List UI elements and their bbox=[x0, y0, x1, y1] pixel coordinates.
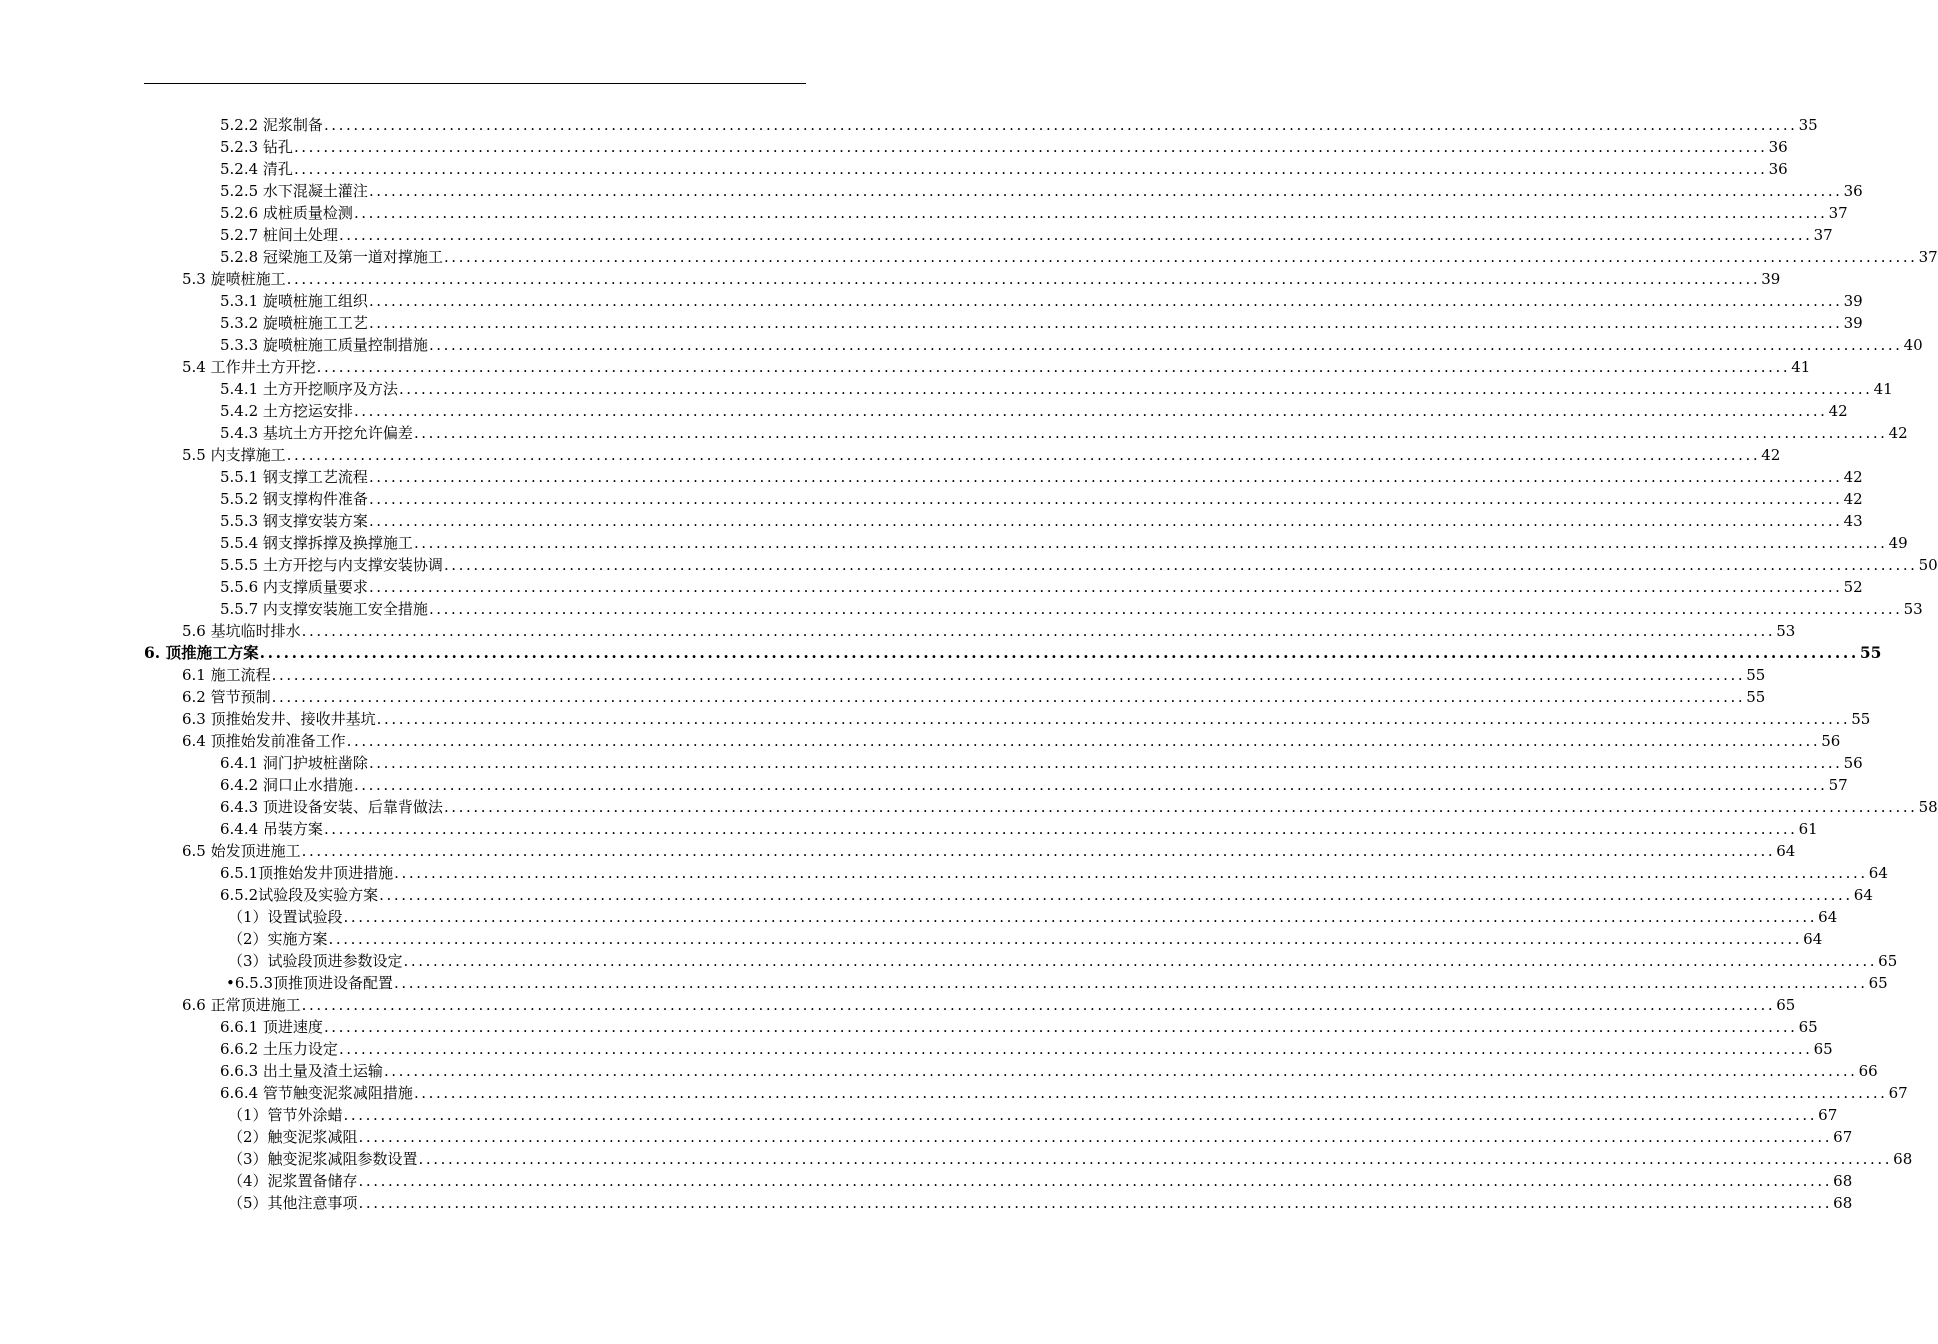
toc-entry-title: 6.4.3 顶进设备安装、后靠背做法 bbox=[220, 798, 443, 816]
toc-entry[interactable] bbox=[220, 1082, 1908, 1104]
toc-entry-page: 56 bbox=[1821, 732, 1841, 750]
toc-leader-dots: ........................................................................................................................................................................................................ bbox=[358, 1194, 1833, 1212]
toc-leader-dots: ........................................................................................................................................................................................................ bbox=[271, 666, 1746, 684]
toc-leader-dots: ........................................................................................................................................................................................................ bbox=[394, 864, 1868, 882]
toc-leader-dots: ........................................................................................................................................................................................................ bbox=[403, 952, 1878, 970]
toc-entry-page: 55 bbox=[1851, 710, 1871, 728]
toc-entry[interactable] bbox=[182, 730, 1841, 752]
toc-entry[interactable] bbox=[220, 246, 1938, 268]
toc-entry-title: 6.2 管节预制 bbox=[182, 688, 271, 706]
toc-entry[interactable] bbox=[182, 840, 1796, 862]
toc-entry-page: 65 bbox=[1776, 996, 1796, 1014]
toc-entry-title: 5.2.6 成桩质量检测 bbox=[220, 204, 353, 222]
toc-entry-title: 5.5 内支撑施工 bbox=[182, 446, 286, 464]
toc-entry[interactable] bbox=[220, 752, 1863, 774]
toc-entry-page: 65 bbox=[1868, 974, 1888, 992]
toc-leader-dots: ........................................................................................................................................................................................................ bbox=[413, 424, 1888, 442]
toc-entry-title: 5.5.4 钢支撑拆撑及换撑施工 bbox=[220, 534, 413, 552]
toc-entry[interactable] bbox=[228, 1104, 1838, 1126]
toc-entry-page: 49 bbox=[1888, 534, 1908, 552]
toc-entry-title: 6. 顶推施工方案 bbox=[144, 643, 259, 662]
toc-entry[interactable] bbox=[220, 378, 1893, 400]
toc-entry-page: 52 bbox=[1843, 578, 1863, 596]
toc-entry-title: 5.3.1 旋喷桩施工组织 bbox=[220, 292, 368, 310]
toc-leader-dots: ........................................................................................................................................................................................................ bbox=[368, 512, 1843, 530]
toc-entry[interactable] bbox=[228, 928, 1823, 950]
toc-entry-title: 6.5 始发顶进施工 bbox=[182, 842, 301, 860]
toc-entry-page: 66 bbox=[1858, 1062, 1878, 1080]
toc-entry[interactable] bbox=[228, 1148, 1913, 1170]
toc-leader-dots: ........................................................................................................................................................................................................ bbox=[368, 490, 1843, 508]
toc-entry[interactable] bbox=[220, 422, 1908, 444]
toc-entry-page: 37 bbox=[1813, 226, 1833, 244]
toc-leader-dots: ........................................................................................................................................................................................................ bbox=[443, 556, 1918, 574]
toc-entry-page: 55 bbox=[1859, 643, 1882, 662]
toc-entry-title: 6.5.1顶推始发井顶进措施 bbox=[220, 864, 394, 882]
toc-entry-page: 65 bbox=[1813, 1040, 1833, 1058]
toc-entry-page: 35 bbox=[1798, 116, 1818, 134]
toc-entry-page: 40 bbox=[1903, 336, 1923, 354]
toc-leader-dots: ........................................................................................................................................................................................................ bbox=[323, 116, 1798, 134]
toc-entry-title: 6.3 顶推始发井、接收井基坑 bbox=[182, 710, 376, 728]
toc-leader-dots: ........................................................................................................................................................................................................ bbox=[368, 292, 1843, 310]
toc-entry[interactable] bbox=[220, 862, 1888, 884]
toc-entry[interactable] bbox=[228, 950, 1898, 972]
toc-entry-page: 55 bbox=[1746, 688, 1766, 706]
toc-entry-title: 6.6.1 顶进速度 bbox=[220, 1018, 323, 1036]
toc-leader-dots: ........................................................................................................................................................................................................ bbox=[293, 138, 1768, 156]
toc-leader-dots: ........................................................................................................................................................................................................ bbox=[428, 336, 1903, 354]
toc-leader-dots: ........................................................................................................................................................................................................ bbox=[353, 204, 1828, 222]
toc-leader-dots: ........................................................................................................................................................................................................ bbox=[379, 886, 1853, 904]
toc-entry-title: （1）管节外涂蜡 bbox=[228, 1106, 343, 1124]
toc-entry[interactable] bbox=[220, 290, 1863, 312]
toc-entry-title: 5.6 基坑临时排水 bbox=[182, 622, 301, 640]
toc-entry-page: 36 bbox=[1843, 182, 1863, 200]
toc-leader-dots: ........................................................................................................................................................................................................ bbox=[368, 578, 1843, 596]
toc-entry[interactable] bbox=[220, 488, 1863, 510]
toc-entry[interactable] bbox=[226, 972, 1888, 994]
toc-entry-title: （2）触变泥浆减阻 bbox=[228, 1128, 358, 1146]
toc-entry-title: 6.1 施工流程 bbox=[182, 666, 271, 684]
toc-entry-title: （1）设置试验段 bbox=[228, 908, 343, 926]
toc-entry-title: 6.6 正常顶进施工 bbox=[182, 996, 301, 1014]
toc-leader-dots: ........................................................................................................................................................................................................ bbox=[383, 1062, 1858, 1080]
toc-entry-title: （4）泥浆置备储存 bbox=[228, 1172, 358, 1190]
toc-leader-dots: ........................................................................................................................................................................................................ bbox=[368, 468, 1843, 486]
toc-entry-page: 39 bbox=[1843, 292, 1863, 310]
toc-leader-dots: ........................................................................................................................................................................................................ bbox=[443, 248, 1918, 266]
toc-leader-dots: ........................................................................................................................................................................................................ bbox=[368, 754, 1843, 772]
toc-entry-title: 6.4.1 洞门护坡桩凿除 bbox=[220, 754, 368, 772]
toc-entry-page: 65 bbox=[1878, 952, 1898, 970]
toc-leader-dots: ........................................................................................................................................................................................................ bbox=[443, 798, 1918, 816]
toc-entry-title: （3）触变泥浆减阻参数设置 bbox=[228, 1150, 418, 1168]
toc-leader-dots: ........................................................................................................................................................................................................ bbox=[286, 446, 1761, 464]
toc-entry-page: 42 bbox=[1828, 402, 1848, 420]
toc-entry[interactable] bbox=[228, 1192, 1853, 1214]
toc-leader-dots: ........................................................................................................................................................................................................ bbox=[413, 534, 1888, 552]
toc-entry[interactable] bbox=[220, 312, 1863, 334]
toc-entry[interactable] bbox=[220, 334, 1923, 356]
toc-entry-title: 5.4.2 土方挖运安排 bbox=[220, 402, 353, 420]
toc-leader-dots: ........................................................................................................................................................................................................ bbox=[259, 643, 1859, 662]
toc-entry[interactable] bbox=[220, 466, 1863, 488]
toc-entry[interactable] bbox=[228, 1170, 1853, 1192]
toc-entry-title: 6.5.2试验段及实验方案 bbox=[220, 886, 379, 904]
toc-entry-page: 39 bbox=[1761, 270, 1781, 288]
toc-leader-dots: ........................................................................................................................................................................................................ bbox=[301, 842, 1776, 860]
toc-leader-dots: ........................................................................................................................................................................................................ bbox=[346, 732, 1821, 750]
toc-entry-title: 5.5.1 钢支撑工艺流程 bbox=[220, 468, 368, 486]
toc-entry[interactable] bbox=[220, 532, 1908, 554]
toc-entry-page: 68 bbox=[1893, 1150, 1913, 1168]
toc-entry[interactable] bbox=[220, 576, 1863, 598]
toc-leader-dots: ........................................................................................................................................................................................................ bbox=[271, 688, 1746, 706]
toc-entry[interactable] bbox=[182, 444, 1781, 466]
toc-entry[interactable] bbox=[220, 202, 1848, 224]
toc-entry-title: 6.4.2 洞口止水措施 bbox=[220, 776, 353, 794]
toc-entry-title: 5.4 工作井土方开挖 bbox=[182, 358, 316, 376]
toc-entry-title: 5.4.3 基坑土方开挖允许偏差 bbox=[220, 424, 413, 442]
toc-leader-dots: ........................................................................................................................................................................................................ bbox=[358, 1128, 1833, 1146]
toc-entry[interactable] bbox=[144, 642, 1882, 664]
toc-entry[interactable] bbox=[220, 510, 1863, 532]
toc-leader-dots: ........................................................................................................................................................................................................ bbox=[293, 160, 1768, 178]
toc-entry[interactable] bbox=[182, 686, 1766, 708]
toc-entry-page: 39 bbox=[1843, 314, 1863, 332]
toc-leader-dots: ........................................................................................................................................................................................................ bbox=[368, 182, 1843, 200]
toc-entry-title: 5.2.7 桩间土处理 bbox=[220, 226, 338, 244]
toc-leader-dots: ........................................................................................................................................................................................................ bbox=[428, 600, 1903, 618]
toc-entry[interactable] bbox=[220, 1016, 1818, 1038]
toc-leader-dots: ........................................................................................................................................................................................................ bbox=[413, 1084, 1888, 1102]
toc-entry-page: 67 bbox=[1833, 1128, 1853, 1146]
toc-leader-dots: ........................................................................................................................................................................................................ bbox=[286, 270, 1761, 288]
toc-entry-page: 58 bbox=[1918, 798, 1938, 816]
toc-entry-title: 5.5.5 土方开挖与内支撑安装协调 bbox=[220, 556, 443, 574]
toc-leader-dots: ........................................................................................................................................................................................................ bbox=[301, 996, 1776, 1014]
toc-entry-title: 5.4.1 土方开挖顺序及方法 bbox=[220, 380, 398, 398]
toc-entry-page: 56 bbox=[1843, 754, 1863, 772]
toc-entry[interactable] bbox=[220, 774, 1848, 796]
toc-entry-title: 6.6.4 管节触变泥浆减阻措施 bbox=[220, 1084, 413, 1102]
toc-entry-title: 6.4.4 吊装方案 bbox=[220, 820, 323, 838]
toc-leader-dots: ........................................................................................................................................................................................................ bbox=[343, 908, 1818, 926]
toc-entry-page: 64 bbox=[1868, 864, 1888, 882]
toc-entry-page: 55 bbox=[1746, 666, 1766, 684]
toc-leader-dots: ........................................................................................................................................................................................................ bbox=[301, 622, 1776, 640]
toc-entry-page: 65 bbox=[1798, 1018, 1818, 1036]
toc-entry[interactable] bbox=[182, 356, 1811, 378]
toc-entry[interactable] bbox=[228, 1126, 1853, 1148]
toc-entry-title: （3）试验段顶进参数设定 bbox=[228, 952, 403, 970]
toc-entry[interactable] bbox=[220, 136, 1788, 158]
toc-entry-page: 36 bbox=[1768, 160, 1788, 178]
toc-entry-title: 5.2.5 水下混凝土灌注 bbox=[220, 182, 368, 200]
toc-entry-page: 42 bbox=[1761, 446, 1781, 464]
toc-entry-page: 67 bbox=[1818, 1106, 1838, 1124]
toc-entry[interactable] bbox=[182, 620, 1796, 642]
toc-leader-dots: ........................................................................................................................................................................................................ bbox=[328, 930, 1803, 948]
toc-entry-page: 41 bbox=[1873, 380, 1893, 398]
toc-entry-page: 64 bbox=[1818, 908, 1838, 926]
toc-entry-page: 42 bbox=[1843, 468, 1863, 486]
toc-entry-title: 5.3.3 旋喷桩施工质量控制措施 bbox=[220, 336, 428, 354]
toc-entry-title: 5.3 旋喷桩施工 bbox=[182, 270, 286, 288]
toc-entry-page: 37 bbox=[1828, 204, 1848, 222]
toc-entry-title: （5）其他注意事项 bbox=[228, 1194, 358, 1212]
toc-leader-dots: ........................................................................................................................................................................................................ bbox=[323, 1018, 1798, 1036]
toc-entry-page: 67 bbox=[1888, 1084, 1908, 1102]
toc-entry-page: 53 bbox=[1776, 622, 1796, 640]
toc-entry-title: 5.5.6 内支撑质量要求 bbox=[220, 578, 368, 596]
toc-entry-title: 6.6.2 土压力设定 bbox=[220, 1040, 338, 1058]
toc-entry-page: 36 bbox=[1768, 138, 1788, 156]
toc-entry-page: 64 bbox=[1776, 842, 1796, 860]
toc-entry-title: 6.4 顶推始发前准备工作 bbox=[182, 732, 346, 750]
toc-entry[interactable] bbox=[182, 268, 1781, 290]
toc-entry-page: 37 bbox=[1918, 248, 1938, 266]
toc-entry[interactable] bbox=[182, 994, 1796, 1016]
toc-entry-page: 53 bbox=[1903, 600, 1923, 618]
toc-entry-page: 64 bbox=[1803, 930, 1823, 948]
toc-entry-page: 57 bbox=[1828, 776, 1848, 794]
toc-entry-title: 5.2.4 清孔 bbox=[220, 160, 293, 178]
toc-entry[interactable] bbox=[182, 664, 1766, 686]
toc-entry-title: 5.2.2 泥浆制备 bbox=[220, 116, 323, 134]
toc-leader-dots: ........................................................................................................................................................................................................ bbox=[418, 1150, 1893, 1168]
toc-entry[interactable] bbox=[220, 180, 1863, 202]
toc-entry[interactable] bbox=[220, 884, 1873, 906]
toc-entry-page: 64 bbox=[1853, 886, 1873, 904]
toc-entry-title: 5.5.3 钢支撑安装方案 bbox=[220, 512, 368, 530]
toc-leader-dots: ........................................................................................................................................................................................................ bbox=[368, 314, 1843, 332]
header-rule bbox=[144, 83, 806, 84]
toc-leader-dots: ........................................................................................................................................................................................................ bbox=[338, 1040, 1813, 1058]
toc-leader-dots: ........................................................................................................................................................................................................ bbox=[338, 226, 1813, 244]
toc-entry[interactable] bbox=[220, 554, 1938, 576]
toc-leader-dots: ........................................................................................................................................................................................................ bbox=[343, 1106, 1818, 1124]
toc-entry-page: 43 bbox=[1843, 512, 1863, 530]
toc-entry[interactable] bbox=[228, 906, 1838, 928]
toc-leader-dots: ........................................................................................................................................................................................................ bbox=[353, 402, 1828, 420]
toc-entry[interactable] bbox=[220, 1060, 1878, 1082]
toc-entry-page: 41 bbox=[1791, 358, 1811, 376]
toc-leader-dots: ........................................................................................................................................................................................................ bbox=[316, 358, 1791, 376]
toc-entry-page: 61 bbox=[1798, 820, 1818, 838]
toc-entry-title: 5.2.8 冠梁施工及第一道对撑施工 bbox=[220, 248, 443, 266]
toc-entry-title: 6.6.3 出土量及渣土运输 bbox=[220, 1062, 383, 1080]
toc-leader-dots: ........................................................................................................................................................................................................ bbox=[398, 380, 1873, 398]
toc-entry-page: 42 bbox=[1843, 490, 1863, 508]
toc-entry-title: （2）实施方案 bbox=[228, 930, 328, 948]
toc-entry-page: 68 bbox=[1833, 1194, 1853, 1212]
toc-entry-page: 42 bbox=[1888, 424, 1908, 442]
toc-entry[interactable] bbox=[220, 598, 1923, 620]
toc-entry-page: 50 bbox=[1918, 556, 1938, 574]
toc-entry-title: 5.5.2 钢支撑构件准备 bbox=[220, 490, 368, 508]
toc-entry-title: •6.5.3顶推顶进设备配置 bbox=[226, 974, 394, 992]
toc-entry-title: 5.2.3 钻孔 bbox=[220, 138, 293, 156]
toc-leader-dots: ........................................................................................................................................................................................................ bbox=[323, 820, 1798, 838]
toc-leader-dots: ........................................................................................................................................................................................................ bbox=[353, 776, 1828, 794]
toc-entry[interactable] bbox=[220, 400, 1848, 422]
toc-entry[interactable] bbox=[182, 708, 1871, 730]
toc-entry-title: 5.3.2 旋喷桩施工工艺 bbox=[220, 314, 368, 332]
toc-leader-dots: ........................................................................................................................................................................................................ bbox=[358, 1172, 1833, 1190]
toc-entry[interactable] bbox=[220, 796, 1938, 818]
toc-entry[interactable] bbox=[220, 114, 1818, 136]
toc-entry[interactable] bbox=[220, 1038, 1833, 1060]
toc-entry-title: 5.5.7 内支撑安装施工安全措施 bbox=[220, 600, 428, 618]
toc-entry-page: 68 bbox=[1833, 1172, 1853, 1190]
toc-entry[interactable] bbox=[220, 818, 1818, 840]
toc-leader-dots: ........................................................................................................................................................................................................ bbox=[394, 974, 1868, 992]
toc-leader-dots: ........................................................................................................................................................................................................ bbox=[376, 710, 1851, 728]
toc-entry[interactable] bbox=[220, 224, 1833, 246]
toc-entry[interactable] bbox=[220, 158, 1788, 180]
